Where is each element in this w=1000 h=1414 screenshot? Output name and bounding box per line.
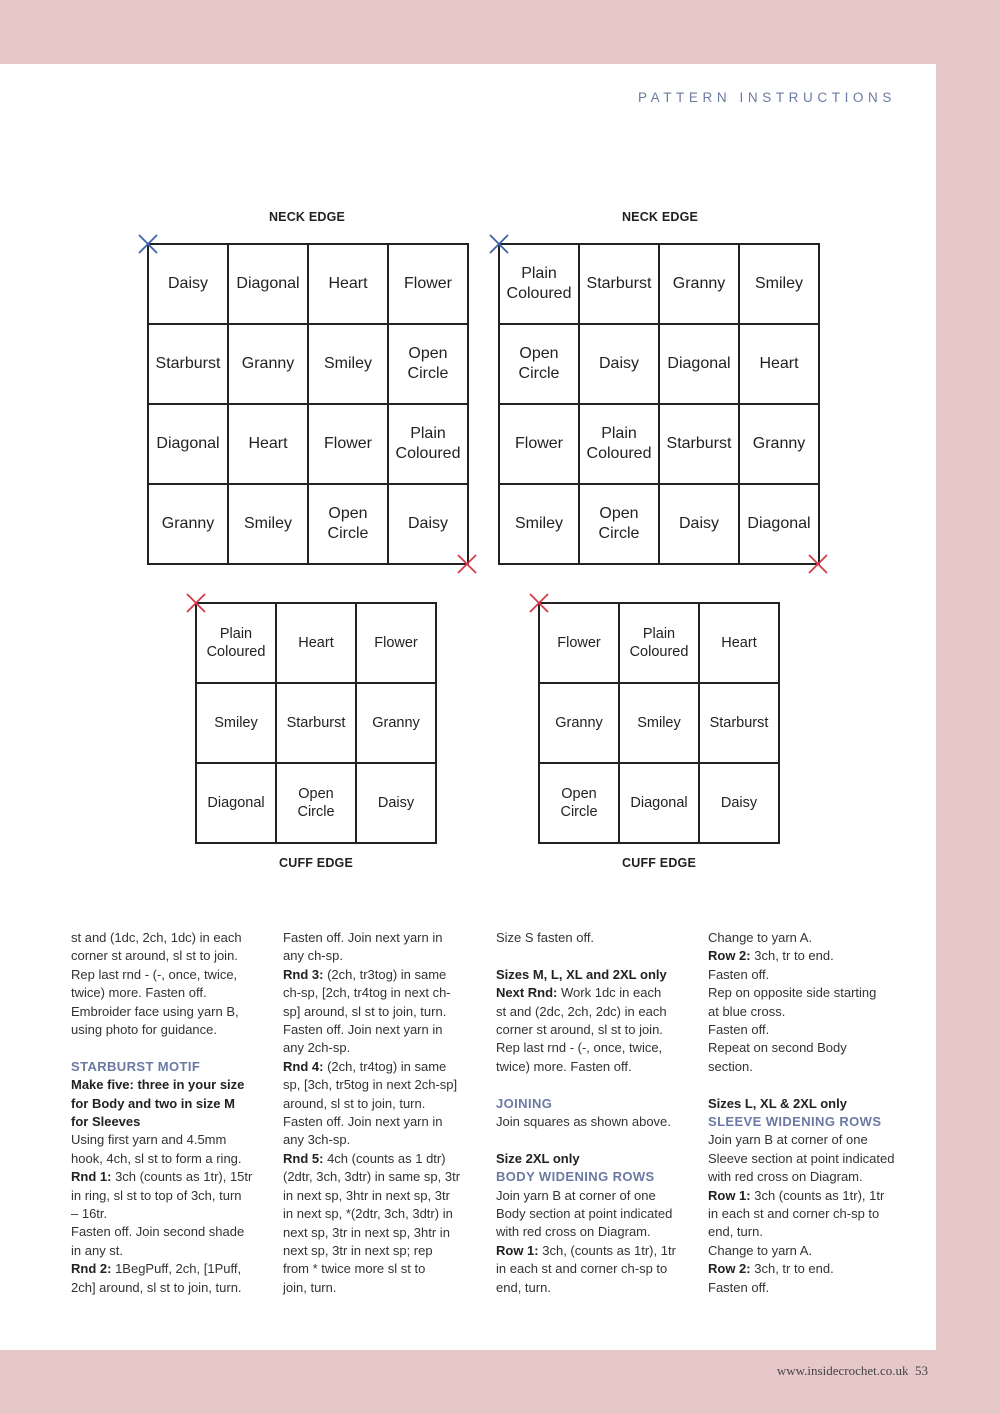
motif-square: Starburst: [660, 405, 740, 485]
text-line: using photo for guidance.: [71, 1022, 217, 1038]
text-line: Fasten off.: [708, 1279, 770, 1295]
motif-square: Flower: [500, 405, 580, 485]
text-line: section.: [708, 1058, 753, 1074]
joining-heading: JOINING: [496, 1095, 553, 1111]
body-widening-heading: BODY WIDENING ROWS: [496, 1169, 655, 1185]
motif-square: Starburst: [277, 684, 357, 764]
motif-square: Plain Coloured: [197, 604, 277, 684]
motif-square: Daisy: [700, 764, 780, 844]
section-title: PATTERN INSTRUCTIONS: [637, 90, 896, 105]
motif-square: Diagonal: [229, 245, 309, 325]
row-text: 3ch, tr to end.: [750, 948, 834, 964]
cuff-edge-label-left: CUFF EDGE: [278, 856, 354, 870]
body-diagram-left: [147, 243, 469, 565]
text-line: corner st around, sl st to join.: [71, 948, 238, 964]
text-line: in next sp, *(2dtr, 3ch, 3dtr) in: [283, 1206, 453, 1222]
make-line: Make five: three in your size: [71, 1077, 245, 1093]
sleeve-diagram-right: [538, 602, 780, 844]
cuff-edge-label-right: CUFF EDGE: [621, 856, 697, 870]
page-number: 53: [915, 1363, 928, 1378]
rnd-label: Rnd 1:: [71, 1169, 112, 1185]
motif-square: Diagonal: [620, 764, 700, 844]
body-diagram-right: [498, 243, 820, 565]
motif-square: Smiley: [197, 684, 277, 764]
motif-square: Open Circle: [277, 764, 357, 844]
text-line: (2dtr, 3ch, 3dtr) in same sp, 3tr: [283, 1169, 461, 1185]
text-column-1: [71, 929, 271, 1297]
sizes-heading: Sizes M, L, XL and 2XL only: [496, 966, 667, 982]
text-line: around, sl st to join, turn.: [283, 1095, 426, 1111]
starburst-motif-heading: STARBURST MOTIF: [71, 1058, 201, 1074]
text-line: end, turn.: [496, 1279, 551, 1295]
motif-square: Flower: [357, 604, 437, 684]
rnd-4-line: [283, 1058, 483, 1076]
rnd-text: 1BegPuff, 2ch, [1Puff,: [111, 1261, 242, 1277]
row-1-line: [496, 1242, 696, 1260]
text-line: hook, 4ch, sl st to form a ring.: [71, 1150, 242, 1166]
rnd-label: Rnd 3:: [283, 966, 324, 982]
text-line: Embroider face using yarn B,: [71, 1003, 239, 1019]
text-line: Rep last rnd - (-, once, twice,: [496, 1040, 663, 1056]
row-label: Row 1:: [708, 1187, 751, 1203]
text-line: Using first yarn and 4.5mm: [71, 1132, 227, 1148]
sizes-heading: Sizes L, XL & 2XL only: [708, 1095, 847, 1111]
text-line: st and (1dc, 2ch, 1dc) in each: [71, 930, 242, 945]
motif-square: Heart: [740, 325, 820, 405]
rnd-label: Rnd 5:: [283, 1150, 324, 1166]
text-line: from * twice more sl st to: [283, 1261, 426, 1277]
make-line: for Body and two in size M: [71, 1095, 235, 1111]
rnd-text: Work 1dc in each: [557, 985, 662, 1001]
text-line: Rep last rnd - (-, once, twice,: [71, 966, 238, 982]
motif-square: Starburst: [700, 684, 780, 764]
row-2-line: [708, 1260, 908, 1278]
motif-square: Plain Coloured: [500, 245, 580, 325]
red-cross-icon: [186, 593, 206, 613]
motif-square: Plain Coloured: [620, 604, 700, 684]
motif-square: Granny: [229, 325, 309, 405]
rnd-text: (2ch, tr4tog) in same: [323, 1058, 447, 1074]
motif-square: Daisy: [149, 245, 229, 325]
text-line: any 2ch-sp.: [283, 1040, 351, 1056]
motif-square: Heart: [309, 245, 389, 325]
text-line: at blue cross.: [708, 1003, 786, 1019]
text-line: st and (2dc, 2ch, 2dc) in each: [496, 1003, 667, 1019]
motif-square: Heart: [277, 604, 357, 684]
text-line: Join yarn B at corner of one: [496, 1187, 656, 1203]
motif-square: Flower: [309, 405, 389, 485]
next-rnd-line: [496, 984, 696, 1002]
text-line: twice) more. Fasten off.: [71, 985, 207, 1001]
blue-cross-icon: [489, 234, 509, 254]
text-line: ch-sp, [2ch, tr4tog in next ch-: [283, 985, 451, 1001]
red-cross-icon: [457, 554, 477, 574]
text-line: in ring, sl st to top of 3ch, turn: [71, 1187, 242, 1203]
rnd-2-line: [71, 1260, 271, 1278]
neck-edge-label-right: NECK EDGE: [621, 210, 699, 224]
sleeve-diagram-left: [195, 602, 437, 844]
motif-square: Daisy: [580, 325, 660, 405]
rnd-text: 3ch (counts as 1tr), 15tr: [111, 1169, 253, 1185]
text-line: Fasten off.: [708, 1022, 770, 1038]
text-line: sp] around, sl st to join, turn.: [283, 1003, 447, 1019]
row-text: 3ch, tr to end.: [750, 1261, 834, 1277]
row-2-line: [708, 947, 908, 965]
text-line: Repeat on second Body: [708, 1040, 847, 1056]
text-column-3: [496, 929, 696, 1297]
motif-square: Open Circle: [500, 325, 580, 405]
motif-square: Granny: [660, 245, 740, 325]
make-line: for Sleeves: [71, 1114, 141, 1130]
motif-square: Open Circle: [309, 485, 389, 565]
text-line: in each st and corner ch-sp to: [496, 1261, 668, 1277]
neck-edge-label-left: NECK EDGE: [268, 210, 346, 224]
text-line: end, turn.: [708, 1224, 763, 1240]
motif-square: Flower: [389, 245, 469, 325]
text-line: any ch-sp.: [283, 948, 343, 964]
row-label: Row 2:: [708, 948, 751, 964]
text-line: join, turn.: [283, 1279, 337, 1295]
motif-square: Daisy: [389, 485, 469, 565]
motif-square: Diagonal: [740, 485, 820, 565]
motif-square: Starburst: [149, 325, 229, 405]
text-line: Sleeve section at point indicated: [708, 1150, 895, 1166]
motif-square: Smiley: [500, 485, 580, 565]
text-line: next sp, 3tr in next sp; rep: [283, 1242, 433, 1258]
text-column-2: [283, 929, 483, 1297]
rnd-text: (2ch, tr3tog) in same: [323, 966, 447, 982]
motif-square: Daisy: [660, 485, 740, 565]
text-line: with red cross on Diagram.: [496, 1224, 651, 1240]
red-cross-icon: [529, 593, 549, 613]
text-line: with red cross on Diagram.: [708, 1169, 863, 1185]
text-line: Join squares as shown above.: [496, 1114, 671, 1130]
text-line: sp, [3ch, tr5tog in next 2ch-sp]: [283, 1077, 458, 1093]
text-line: any 3ch-sp.: [283, 1132, 351, 1148]
text-line: Change to yarn A.: [708, 1242, 813, 1258]
text-line: in any st.: [71, 1242, 124, 1258]
text-line: in each st and corner ch-sp to: [708, 1206, 880, 1222]
rnd-text: 4ch (counts as 1 dtr): [323, 1150, 446, 1166]
rnd-1-line: [71, 1168, 271, 1186]
motif-square: Granny: [149, 485, 229, 565]
motif-square: Heart: [700, 604, 780, 684]
motif-square: Daisy: [357, 764, 437, 844]
row-label: Row 1:: [496, 1242, 539, 1258]
rnd-5-line: [283, 1150, 483, 1168]
rnd-label: Next Rnd:: [496, 985, 558, 1001]
motif-square: Plain Coloured: [389, 405, 469, 485]
rnd-label: Rnd 4:: [283, 1058, 324, 1074]
motif-square: Open Circle: [389, 325, 469, 405]
motif-square: Open Circle: [580, 485, 660, 565]
motif-square: Diagonal: [660, 325, 740, 405]
motif-square: Smiley: [229, 485, 309, 565]
text-line: next sp, 3tr in next sp, 3htr in: [283, 1224, 450, 1240]
motif-square: Smiley: [309, 325, 389, 405]
text-line: twice) more. Fasten off.: [496, 1058, 632, 1074]
motif-square: Diagonal: [149, 405, 229, 485]
motif-square: Smiley: [620, 684, 700, 764]
text-line: Fasten off. Join second shade: [71, 1224, 245, 1240]
blue-cross-icon: [138, 234, 158, 254]
text-line: Change to yarn A.: [708, 930, 813, 945]
motif-square: Plain Coloured: [580, 405, 660, 485]
motif-square: Granny: [357, 684, 437, 764]
text-line: Fasten off. Join next yarn in: [283, 1022, 443, 1038]
motif-square: Open Circle: [540, 764, 620, 844]
red-cross-icon: [808, 554, 828, 574]
motif-square: Diagonal: [197, 764, 277, 844]
text-line: Fasten off.: [708, 966, 770, 982]
footer: [777, 1363, 928, 1379]
text-line: in next sp, 3htr in next sp, 3tr: [283, 1187, 450, 1203]
sleeve-widening-heading: SLEEVE WIDENING ROWS: [708, 1114, 882, 1130]
rnd-3-line: [283, 966, 483, 984]
text-line: Fasten off. Join next yarn in: [283, 930, 443, 945]
motif-square: Heart: [229, 405, 309, 485]
text-line: Rep on opposite side starting: [708, 985, 877, 1001]
text-line: Size S fasten off.: [496, 930, 595, 945]
text-line: – 16tr.: [71, 1206, 108, 1222]
row-1-line: [708, 1187, 908, 1205]
text-line: Body section at point indicated: [496, 1206, 673, 1222]
motif-square: Flower: [540, 604, 620, 684]
text-line: Join yarn B at corner of one: [708, 1132, 868, 1148]
motif-square: Starburst: [580, 245, 660, 325]
motif-square: Granny: [740, 405, 820, 485]
text-column-4: [708, 929, 908, 1297]
row-label: Row 2:: [708, 1261, 751, 1277]
rnd-label: Rnd 2:: [71, 1261, 112, 1277]
size-2xl-heading: Size 2XL only: [496, 1150, 580, 1166]
row-text: 3ch (counts as 1tr), 1tr: [750, 1187, 885, 1203]
website-url[interactable]: www.insidecrochet.co.uk: [776, 1363, 909, 1378]
row-text: 3ch, (counts as 1tr), 1tr: [538, 1242, 676, 1258]
text-line: 2ch] around, sl st to join, turn.: [71, 1279, 242, 1295]
text-line: Fasten off. Join next yarn in: [283, 1114, 443, 1130]
text-line: corner st around, sl st to join.: [496, 1022, 663, 1038]
motif-square: Smiley: [740, 245, 820, 325]
motif-square: Granny: [540, 684, 620, 764]
